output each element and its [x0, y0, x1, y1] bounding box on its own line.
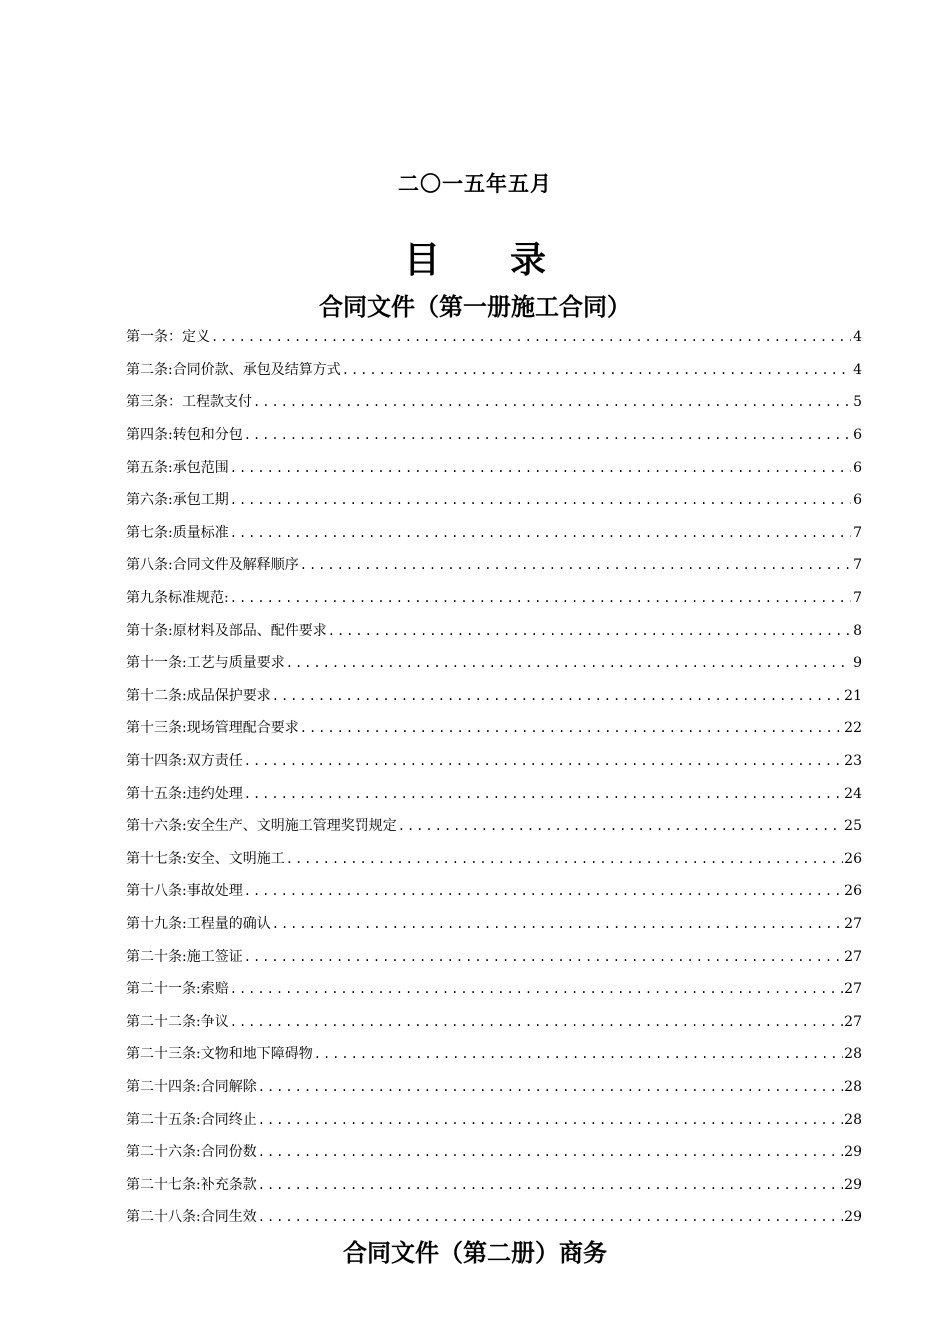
- toc-entry-label: 第二十三条:文物和地下障碍物: [126, 1046, 313, 1063]
- toc-entry-label: 第十五条:违约处理: [126, 785, 243, 802]
- toc-entry-label: 第一条：定义: [126, 329, 210, 346]
- toc-dot-leader: [300, 559, 851, 571]
- toc-entry-label: 第四条:转包和分包: [126, 427, 243, 444]
- toc-entry-page: 27: [844, 981, 862, 998]
- toc-entry[interactable]: [126, 810, 862, 843]
- toc-entry[interactable]: [126, 680, 862, 713]
- toc-dot-leader: [398, 820, 843, 832]
- toc-heading-left: 目: [403, 239, 440, 281]
- toc-dot-leader: [258, 1081, 843, 1093]
- toc-entry[interactable]: [126, 1136, 862, 1169]
- toc-list: [126, 321, 862, 1234]
- toc-entry-label: 第七条:质量标准: [126, 524, 229, 541]
- toc-entry-label: 第十九条:工程量的确认: [126, 915, 271, 932]
- toc-dot-leader: [244, 788, 843, 800]
- toc-entry[interactable]: [126, 321, 862, 354]
- toc-entry-page: 6: [853, 459, 862, 476]
- toc-entry-label: 第二十八条:合同生效: [126, 1209, 257, 1226]
- toc-dot-leader: [211, 331, 851, 343]
- toc-entry-page: 7: [853, 590, 862, 607]
- toc-entry[interactable]: [126, 1168, 862, 1201]
- toc-dot-leader: [286, 657, 851, 669]
- toc-dot-leader: [314, 1048, 843, 1060]
- toc-entry-label: 第八条:合同文件及解释顺序: [126, 557, 299, 574]
- toc-entry-label: 第二十五条:合同终止: [126, 1111, 257, 1128]
- toc-entry[interactable]: [126, 875, 862, 908]
- toc-entry-page: 26: [844, 850, 862, 867]
- toc-entry-label: 第三条：工程款支付: [126, 394, 252, 411]
- toc-entry[interactable]: [126, 419, 862, 452]
- toc-entry[interactable]: [126, 1201, 862, 1234]
- toc-entry-label: 第十四条:双方责任: [126, 753, 243, 770]
- toc-entry-page: 29: [844, 1144, 862, 1161]
- toc-entry-page: 26: [844, 883, 862, 900]
- toc-entry-label: 第五条:承包范围: [126, 459, 229, 476]
- toc-entry[interactable]: [126, 973, 862, 1006]
- section-title-volume-2: 合同文件（第二册）商务: [343, 1238, 607, 1267]
- toc-heading-right: 录: [510, 239, 547, 281]
- toc-entry[interactable]: [126, 386, 862, 419]
- toc-dot-leader: [230, 494, 851, 506]
- toc-entry-label: 第二十四条:合同解除: [126, 1078, 257, 1095]
- toc-entry-label: 第十三条:现场管理配合要求: [126, 720, 299, 737]
- toc-entry-page: 7: [853, 524, 862, 541]
- toc-dot-leader: [342, 364, 851, 376]
- toc-entry-label: 第九条标准规范:: [126, 590, 229, 607]
- toc-entry[interactable]: [126, 940, 862, 973]
- toc-dot-leader: [230, 462, 851, 474]
- toc-entry-label: 第二十一条:索赔: [126, 981, 229, 998]
- toc-entry-page: 24: [844, 785, 862, 802]
- toc-entry-page: 6: [853, 427, 862, 444]
- toc-dot-leader: [258, 1179, 843, 1191]
- toc-entry-label: 第六条:承包工期: [126, 492, 229, 509]
- toc-entry-page: 21: [844, 687, 862, 704]
- toc-entry[interactable]: [126, 908, 862, 941]
- toc-entry-page: 27: [844, 948, 862, 965]
- toc-entry[interactable]: [126, 1005, 862, 1038]
- toc-entry-page: 27: [844, 1013, 862, 1030]
- toc-entry[interactable]: [126, 647, 862, 680]
- toc-entry-label: 第二十二条:争议: [126, 1013, 229, 1030]
- toc-entry-label: 第十条:原材料及部品、配件要求: [126, 622, 327, 639]
- toc-entry-label: 第二条:合同价款、承包及结算方式: [126, 361, 341, 378]
- toc-dot-leader: [253, 396, 851, 408]
- toc-dot-leader: [328, 625, 851, 637]
- toc-heading: [0, 232, 950, 283]
- toc-dot-leader: [272, 690, 843, 702]
- toc-dot-leader: [244, 951, 843, 963]
- toc-dot-leader: [258, 1114, 843, 1126]
- toc-entry[interactable]: [126, 614, 862, 647]
- toc-entry-label: 第二十六条:合同份数: [126, 1144, 257, 1161]
- toc-entry[interactable]: [126, 354, 862, 387]
- toc-entry-label: 第二十七条:补充条款: [126, 1176, 257, 1193]
- toc-entry-label: 第二十条:施工签证: [126, 948, 243, 965]
- toc-entry-page: 4: [853, 329, 862, 346]
- toc-dot-leader: [244, 885, 843, 897]
- toc-entry-page: 6: [853, 492, 862, 509]
- toc-entry-page: 28: [844, 1111, 862, 1128]
- toc-entry[interactable]: [126, 1071, 862, 1104]
- toc-dot-leader: [286, 853, 843, 865]
- toc-entry-page: 22: [844, 720, 862, 737]
- toc-entry[interactable]: [126, 712, 862, 745]
- toc-entry-page: 5: [853, 394, 862, 411]
- toc-entry-page: 27: [844, 915, 862, 932]
- toc-dot-leader: [244, 755, 843, 767]
- toc-dot-leader: [230, 1016, 843, 1028]
- toc-entry[interactable]: [126, 451, 862, 484]
- toc-entry[interactable]: [126, 843, 862, 876]
- toc-entry-label: 第十二条:成品保护要求: [126, 687, 271, 704]
- toc-dot-leader: [230, 527, 851, 539]
- toc-entry-page: 23: [844, 753, 862, 770]
- toc-entry[interactable]: [126, 745, 862, 778]
- toc-entry-page: 28: [844, 1078, 862, 1095]
- toc-entry-page: 9: [853, 655, 862, 672]
- toc-entry-page: 29: [844, 1209, 862, 1226]
- toc-entry[interactable]: [126, 582, 862, 615]
- toc-entry[interactable]: [126, 1038, 862, 1071]
- toc-entry-page: 7: [853, 557, 862, 574]
- toc-dot-leader: [258, 1146, 843, 1158]
- toc-dot-leader: [272, 918, 843, 930]
- toc-entry-page: 4: [853, 361, 862, 378]
- document-date: 二〇一五年五月: [398, 171, 552, 196]
- toc-entry-page: 29: [844, 1176, 862, 1193]
- toc-entry-page: 28: [844, 1046, 862, 1063]
- section-title-volume-1: 合同文件（第一册施工合同）: [319, 292, 631, 321]
- toc-entry[interactable]: [126, 1103, 862, 1136]
- toc-dot-leader: [230, 592, 851, 604]
- toc-entry-page: 25: [844, 818, 862, 835]
- toc-dot-leader: [244, 429, 851, 441]
- toc-entry-label: 第十八条:事故处理: [126, 883, 243, 900]
- toc-entry-label: 第十一条:工艺与质量要求: [126, 655, 285, 672]
- toc-entry-label: 第十七条:安全、文明施工: [126, 850, 285, 867]
- toc-entry-label: 第十六条:安全生产、文明施工管理奖罚规定: [126, 818, 397, 835]
- toc-dot-leader: [258, 1211, 843, 1223]
- toc-entry-page: 8: [853, 622, 862, 639]
- toc-entry[interactable]: [126, 777, 862, 810]
- toc-dot-leader: [300, 722, 843, 734]
- toc-dot-leader: [230, 983, 843, 995]
- toc-entry[interactable]: [126, 484, 862, 517]
- toc-entry[interactable]: [126, 549, 862, 582]
- toc-entry[interactable]: [126, 517, 862, 550]
